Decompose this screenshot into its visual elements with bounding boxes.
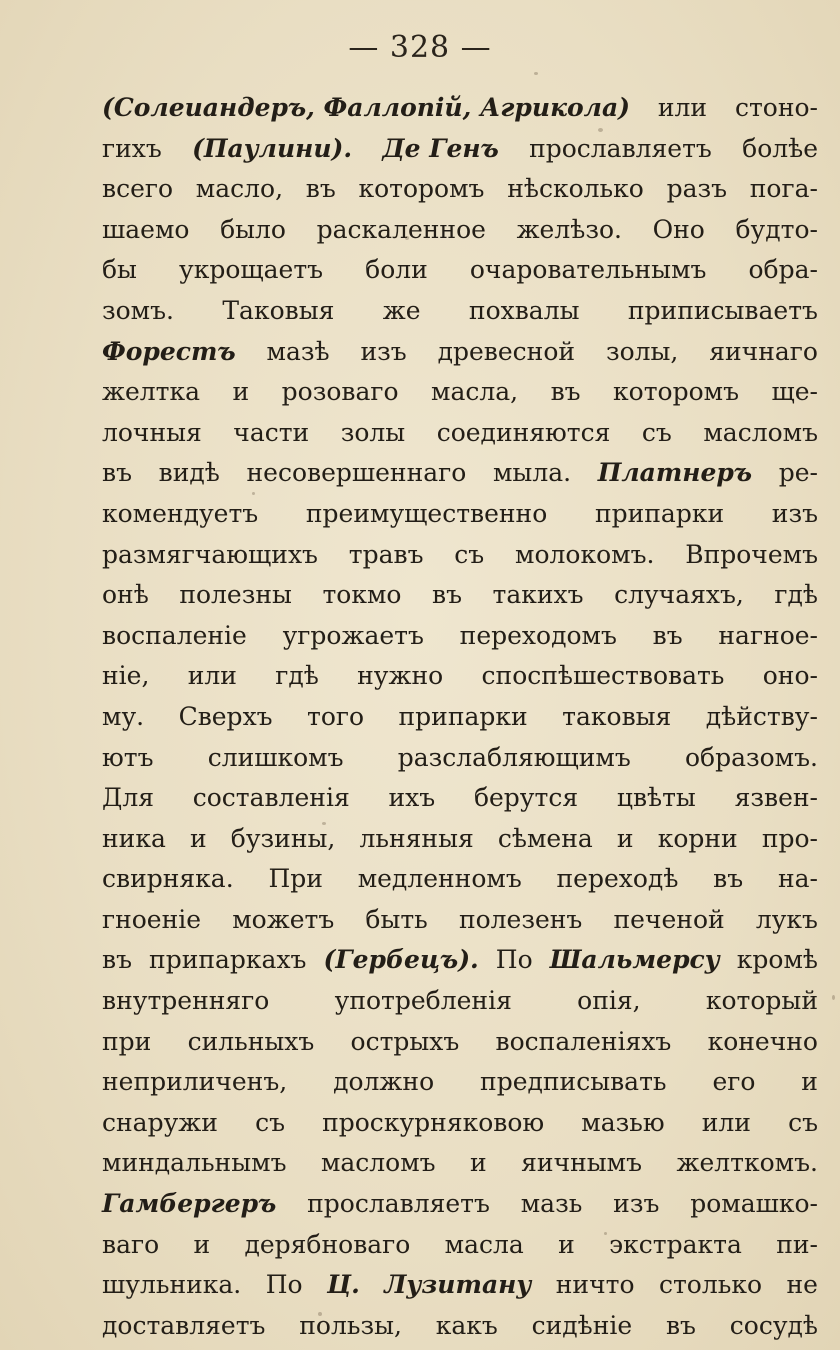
word: припарки — [594, 498, 725, 528]
word: съ — [454, 539, 485, 569]
word: пи- — [776, 1229, 818, 1259]
text-line — [102, 535, 818, 576]
word: видѣ — [158, 458, 220, 488]
word: миндальнымъ — [102, 1148, 287, 1178]
word: дерябноваго — [244, 1229, 411, 1259]
word: внутренняго — [102, 986, 270, 1016]
word: сѣмена — [497, 823, 593, 853]
text-line — [102, 1062, 818, 1103]
word: онѣ — [102, 580, 149, 610]
word: пога- — [749, 174, 818, 204]
word: будто- — [735, 214, 818, 244]
text-line — [102, 453, 818, 494]
text-line — [102, 859, 818, 900]
word: на- — [777, 864, 818, 894]
text-line — [102, 1184, 818, 1225]
word: масла, — [431, 377, 519, 407]
word: сильныхъ — [187, 1026, 315, 1056]
word: По — [495, 945, 533, 975]
word: кромѣ — [736, 945, 818, 975]
word: лукъ — [755, 904, 818, 934]
italic-name: Форестъ — [102, 336, 236, 366]
word: въ — [652, 620, 683, 650]
page-number: — 328 — — [348, 30, 492, 65]
word: мазью — [581, 1107, 665, 1137]
word: прославляетъ — [307, 1189, 490, 1219]
word: при — [102, 1026, 152, 1056]
word: мазь — [520, 1189, 583, 1219]
text-line — [102, 738, 818, 779]
word: быть — [365, 904, 428, 934]
word: разъ — [666, 174, 728, 204]
word: въ — [305, 174, 336, 204]
word: таковыя — [562, 701, 672, 731]
word: желткомъ. — [676, 1148, 818, 1178]
word: съ — [255, 1107, 285, 1137]
word: угрожаетъ — [282, 620, 424, 650]
text-line — [102, 129, 818, 170]
word: столько — [658, 1270, 763, 1300]
body-text — [102, 88, 818, 1346]
word: зомъ. — [102, 295, 174, 325]
word: масло, — [195, 174, 284, 204]
text-line — [102, 900, 818, 941]
word: му. — [102, 701, 145, 731]
word: льняныя — [359, 823, 474, 853]
word: обра- — [748, 255, 818, 285]
word: которомъ — [358, 174, 485, 204]
word: и — [470, 1148, 487, 1178]
text-line — [102, 88, 818, 129]
word: конечно — [707, 1026, 818, 1056]
word: должно — [333, 1067, 435, 1097]
word: стоно- — [734, 93, 818, 122]
word: несовершеннаго — [246, 458, 467, 488]
word: мыла. — [492, 458, 572, 488]
word: въ — [102, 458, 132, 488]
word: При — [268, 864, 323, 894]
text-line — [102, 332, 818, 373]
text-line — [102, 1143, 818, 1184]
word: снаружи — [102, 1107, 218, 1137]
word: медленномъ — [357, 864, 522, 894]
word: въ — [665, 1310, 696, 1340]
word: очаровательнымъ — [469, 255, 707, 285]
word: въ — [713, 864, 744, 894]
word: дѣйству- — [705, 701, 818, 731]
word: экстракта — [609, 1229, 742, 1259]
word: укрощаетъ — [179, 255, 324, 285]
word: изъ — [613, 1189, 660, 1219]
text-line — [102, 291, 818, 332]
word: ще- — [771, 377, 818, 407]
word: составленія — [192, 783, 350, 813]
text-line — [102, 250, 818, 291]
word: которомъ — [613, 377, 739, 407]
word: нужно — [357, 661, 444, 691]
word: какъ — [435, 1310, 498, 1340]
word: въ — [550, 377, 581, 407]
word: проскурняковою — [322, 1107, 545, 1137]
text-line — [102, 656, 818, 697]
word: ніе, — [102, 661, 150, 691]
text-line — [102, 1022, 818, 1063]
italic-name: (Гербецъ). — [323, 945, 479, 975]
italic-name: (Паулини). — [192, 133, 353, 163]
word: пользы, — [299, 1310, 402, 1340]
italic-name: Шальмерсу — [549, 945, 720, 975]
italic-name: Де Генъ — [382, 133, 499, 163]
text-line — [102, 169, 818, 210]
word: его — [712, 1067, 756, 1097]
word: золы — [340, 417, 406, 447]
word: раскаленное — [316, 214, 486, 244]
word: шаемо — [102, 214, 190, 244]
word: сидѣніе — [531, 1310, 633, 1340]
word: припарки — [398, 701, 528, 731]
text-line — [102, 981, 818, 1022]
word: опія, — [577, 986, 641, 1016]
word: молокомъ. — [515, 539, 655, 569]
word: ихъ — [388, 783, 436, 813]
word: Оно — [652, 214, 705, 244]
word: неприличенъ, — [102, 1067, 288, 1097]
word: приписываетъ — [627, 295, 818, 325]
word: полезны — [179, 580, 292, 610]
word: токмо — [322, 580, 402, 610]
word: изъ — [771, 498, 818, 528]
word: полезенъ — [458, 904, 583, 934]
text-line — [102, 697, 818, 738]
word: переходомъ — [459, 620, 617, 650]
text-line — [102, 575, 818, 616]
text-line — [102, 616, 818, 657]
word: яичнымъ — [521, 1148, 643, 1178]
word: Для — [102, 783, 154, 813]
word: корни — [657, 823, 738, 853]
word: печеной — [613, 904, 725, 934]
italic-name: Ц. — [326, 1270, 360, 1300]
word: прославляетъ — [529, 133, 712, 163]
word: По — [265, 1270, 303, 1300]
word: и — [232, 377, 250, 407]
word: размягчающихъ — [102, 539, 318, 569]
word: всего — [102, 174, 174, 204]
word: доставляетъ — [102, 1310, 266, 1340]
word: гихъ — [102, 133, 162, 163]
word: же — [382, 295, 421, 325]
text-line — [102, 413, 818, 454]
word: яичнаго — [709, 336, 818, 366]
word: гдѣ — [275, 661, 319, 691]
text-line — [102, 1103, 818, 1144]
word: ютъ — [102, 742, 154, 772]
word: или — [657, 93, 708, 122]
word: который — [705, 986, 818, 1016]
paper-speck — [318, 1312, 322, 1316]
italic-name: Гамбергеръ — [102, 1189, 277, 1219]
italic-name: (Солеиандеръ, Фаллопій, Агрикола) — [102, 93, 631, 122]
word: ника — [102, 823, 166, 853]
word: съ — [788, 1107, 818, 1137]
word: масломъ — [320, 1148, 436, 1178]
text-line — [102, 210, 818, 251]
word: Таковыя — [222, 295, 335, 325]
word: того — [307, 701, 365, 731]
word: употребленія — [334, 986, 512, 1016]
word: и — [616, 823, 634, 853]
word: язвен- — [734, 783, 818, 813]
word: древесной — [437, 336, 576, 366]
word: въ — [102, 945, 132, 975]
word: слишкомъ — [207, 742, 344, 772]
word: и — [193, 1229, 211, 1259]
word: Сверхъ — [178, 701, 273, 731]
word: свирняка. — [102, 864, 234, 894]
word: розоваго — [281, 377, 399, 407]
word: бы — [102, 255, 137, 285]
word: нѣсколько — [507, 174, 644, 204]
word: мазѣ — [266, 336, 330, 366]
text-line — [102, 778, 818, 819]
word: желѣзо. — [516, 214, 622, 244]
word: масломъ — [703, 417, 818, 447]
paper-speck — [322, 822, 326, 825]
paper-speck — [405, 236, 409, 240]
word: въ — [432, 580, 462, 610]
text-line — [102, 940, 818, 981]
paper-speck — [598, 128, 603, 132]
word: такихъ — [492, 580, 584, 610]
word: берутся — [473, 783, 579, 813]
word: травъ — [348, 539, 424, 569]
paper-speck — [534, 72, 538, 75]
word: ромашко- — [690, 1189, 818, 1219]
word: можетъ — [232, 904, 335, 934]
text-line — [102, 372, 818, 413]
paper-speck — [604, 1232, 607, 1235]
word: Впрочемъ — [685, 539, 818, 569]
paper-speck — [832, 995, 835, 1000]
word: случаяхъ, — [614, 580, 744, 610]
word: воспаленіе — [102, 620, 247, 650]
text-line — [102, 1225, 818, 1266]
word: ничто — [555, 1270, 635, 1300]
word: масла — [444, 1229, 524, 1259]
word: нагное- — [718, 620, 818, 650]
word: ваго — [102, 1229, 160, 1259]
text-line — [102, 1265, 818, 1306]
word: оно- — [762, 661, 818, 691]
word: комендуетъ — [102, 498, 259, 528]
word: было — [220, 214, 286, 244]
word: изъ — [360, 336, 407, 366]
word: и — [801, 1067, 818, 1097]
text-line — [102, 494, 818, 535]
word: и — [189, 823, 207, 853]
word: воспаленіяхъ — [495, 1026, 672, 1056]
word: части — [233, 417, 310, 447]
word: или — [187, 661, 237, 691]
italic-name: Платнеръ — [597, 458, 753, 488]
word: про- — [761, 823, 818, 853]
word: лочныя — [102, 417, 202, 447]
word: похвалы — [468, 295, 580, 325]
word: преимущественно — [305, 498, 548, 528]
word: цвѣты — [616, 783, 696, 813]
word: бузины, — [230, 823, 336, 853]
word: и — [558, 1229, 575, 1259]
word: соединяются — [436, 417, 611, 447]
word: переходѣ — [556, 864, 679, 894]
word: желтка — [102, 377, 201, 407]
word: съ — [641, 417, 672, 447]
word: острыхъ — [350, 1026, 460, 1056]
word: припаркахъ — [149, 945, 307, 975]
paper-speck — [252, 492, 255, 495]
word: шульника. — [102, 1270, 242, 1300]
word: не — [786, 1270, 818, 1300]
text-line — [102, 1306, 818, 1347]
text-line — [102, 819, 818, 860]
word: сосудѣ — [729, 1310, 818, 1340]
word: золы, — [605, 336, 679, 366]
word: гдѣ — [774, 580, 818, 610]
word: гноеніе — [102, 904, 202, 934]
word: споспѣшествовать — [481, 661, 725, 691]
word: образомъ. — [684, 742, 818, 772]
word: болѣе — [742, 133, 818, 163]
word: боли — [365, 255, 428, 285]
word: разслабляющимъ — [397, 742, 631, 772]
word: предписывать — [480, 1067, 667, 1097]
italic-name: Лузитану — [384, 1270, 532, 1300]
word: ре- — [778, 458, 818, 488]
word: или — [701, 1107, 751, 1137]
